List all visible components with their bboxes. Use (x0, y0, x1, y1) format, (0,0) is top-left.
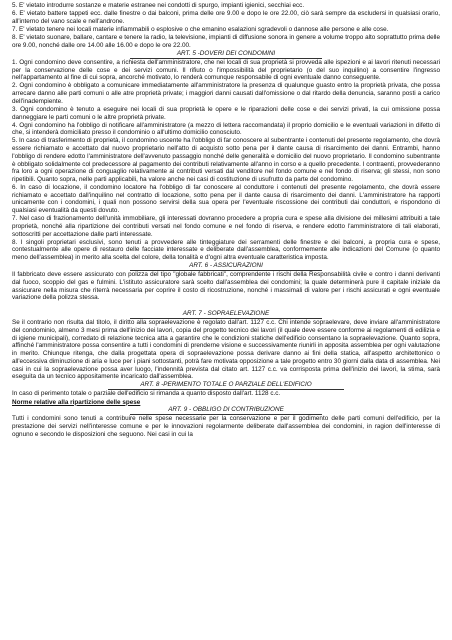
paragraph: 7. E' vietato tenere nei locali materie infiammabili o esplosive o che emanino esalazioni sgradevoli o dannose alle persone e alle cose. (12, 25, 389, 33)
article-9-heading: ART. 9 - OBBLIGO DI CONTRIBUZIONE (130, 406, 322, 415)
article-7-heading: ART. 7 - SOPRAELEVAZIONE (130, 310, 322, 319)
paragraph: Il fabbricato deve essere assicurato con polizza del tipo "globale fabbricati", comprendente i rischi della Responsabilità civile e contro i danni derivanti dal fuoco, scoppio del gas e fulmini. L'istituto assicuratore sarà scelto dall'assemblea dei condomini; la quale determinerà pure il capitale iniziale da assicurare nella misura che riterrà necessaria per coprire il costo di ricostruzione, nonché i massimali di valore per i rischi assicurati e ogni eventuale variazione della polizza stessa. (12, 271, 440, 302)
paragraph: 1. Ogni condomino deve consentire, a richiesta dell'amministratore, che nei locali di sua proprietà si provveda alle ispezioni e ai lavori ritenuti necessari per la conservazione delle cose e dei servizi comuni. Il rifiuto o l'impossibilità del proprietario (o del suo inquilino) a consentire l'ingresso nell'appartamento al fine di cui sopra, ancorché motivato, lo renderà comunque responsabile di ogni eventuale danno conseguente. (12, 58, 440, 82)
paragraph: Tutti i condomini sono tenuti a contribuire nelle spese necessarie per la conservazione e per il godimento delle parti comuni dell'edificio, per la prestazione dei servizi nell'interesse comune e per le innovazioni regolarmente deliberate dall'assemblea dei condomini, in ragion dell'interesse di ognuno e secondo le disposizioni che seguono. Nei casi in cui la (12, 415, 440, 438)
paragraph: 6. In caso di locazione, il condomino locatore ha l'obbligo di far conoscere al conduttore i contenuti del presente regolamento, che dovrà essere richiamato e accettato dall'inquilino nel contratto di locazione, sotto pena per il dante causa di risarcimento dei danni. L'amministratore ha rapporti unicamente con i condomini, i quali non possono servirsi della sua opera per l'eventuale riscossione dei contributi dai conduttori, e rispondono di qualsiasi eventualità da questi dovuto. (12, 184, 440, 215)
paragraph: 5. In caso di trasferimento di proprietà, il condomino uscente ha l'obbligo di far conoscere al subentrante i contenuti del presente regolamento, che dovrà essere richiamato e accettato dal nuovo proprietario nell'atto di acquisto sotto pena per il dante causa di risarcimento dei danni. Entrambi, hanno l'obbligo di rendere edotto l'amministratore dell'avvenuto passaggio nonché delle generalità e domicilio del nuovo proprietario. Il condomino subentrante è obbligato solidalmente col predecessore al pagamento dei contributi relativamente all'anno in corso e a quello precedente. I contraenti, provvederanno fra loro a ogni operazione di conguaglio relativamente ai contributi versati dal venditore nel fondo comune e nel fondo di riserva; gli stessi, non sono ripetibili. Quanto sopra, nelle parti applicabili, ha valore anche nei casi di costituzione di usufrutto da parte del condomino. (12, 137, 440, 183)
paragraph: 2. Ogni condomino è obbligato a comunicare immediatamente all'amministratore la presenza di qualunque guasto entro la proprietà privata, che possa arrecare danno alle parti comuni o alle atre proprietà private; i maggiori danni causati dall'omissione o dal ritardo della denuncia, saranno posti a carico dell'inadempiente. (12, 82, 440, 105)
paragraph: 7. Nel caso di frazionamento dell'unità immobiliare, gli interessati dovranno procedere a propria cura e spese alla divisione dei millesimi attribuiti a tale proprietà, nonché alla ripartizione dei contributi versati nel fondo comune e nel fondo di riserva, e rendere edotto l'amministratore di tali elaborati, sottoscritti per accettazione dalle parti interessate. (12, 215, 440, 238)
paragraph: 5. E' vietato introdurre sostanze e materie estranee nei condotti di spurgo, impianti igienici, secchiai ecc. (12, 2, 305, 9)
section-title: Norme relative alla ripartizione delle spese (12, 398, 141, 406)
paragraph: 3. Ogni condomino è tenuto a eseguire nei locali di sua proprietà le opere e le riparazioni delle cose e dei servizi privati, la cui omissione possa danneggiare le parti comuni o le altre proprietà private. (12, 105, 440, 121)
spacer (12, 303, 440, 311)
paragraph: 8. E' vietato suonare, ballare, cantare e tenere la radio, la televisione, impianti di diffusione sonora in genere a volume troppo alto soprattutto prima delle ore 9.00, nonché dalle ore 14.00 alle 16.00 e dopo le ore 22.00. (12, 33, 440, 49)
paragraph: In caso di perimento totale o parziale dell'edificio si rimanda a quanto disposto dall'art. 1128 c.c. (12, 390, 281, 398)
article-6-heading: ART. 6 - ASSICURAZIONI (130, 262, 322, 271)
article-5-heading: ART. 5 -DOVERI DEI CONDOMINI (130, 50, 322, 59)
paragraph: 8. I singoli proprietari esclusivi, sono tenuti a provvedere alle tinteggiature dei serramenti delle finestre e dei balconi, a propria cura e spese, contestualmente alle opere di restauro delle facciate interessate e deliberate dall'assemblea, conformemente alle indicazioni del Comune (o quanto meno dell'assemblea) in merito alla scelta del colore, della tonalità e d'ogni altra eventuale caratteristica imposta. (12, 238, 440, 262)
paragraph: 4. Ogni condomino ha l'obbligo di notificare all'amministratore (a mezzo di lettera raccomandata) il proprio domicilio e le eventuali variazioni in difetto di che, si intenderà domiciliato presso il condominio o all'ultimo domicilio conosciuto. (12, 121, 440, 137)
article-8-heading: ART. 8 -PERIMENTO TOTALE O PARZIALE DELL'EDIFICIO (108, 381, 344, 390)
paragraph: 6. E' vietato battere tappeti ecc. dalle finestre o dai balconi, prima delle ore 9.00 e dopo le ore 22.00, ciò sarà sempre da escludersi in qualsiasi orario, all'interno del vano scale e nell'androne. (12, 10, 440, 25)
paragraph: Se il contrario non risulta dal titolo, il diritto alla sopraelevazione è regolato dall'art. 1127 c.c. Chi intende sopraelevare, deve inviare all'amministratore del condominio, almeno 3 mesi prima dell'inizio dei lavori, copia del progetto tecnico dei lavori (il quale deve essere conforme ai regolamenti di edilizia e di igiene municipali), corredato di relazione tecnica atta a garantire che le condizioni statiche dell'edificio consentano la sopraelevazione. Quanto sopra, affinché l'amministratore possa consentire a tutti i condomini di prenderne visione e successivamente riunirli in apposita assemblea per ogni valutazione in merito. Chiunque ritenga, che dalla progettata opera di sopraelevazione possa derivare danno ai fini della statica, all'aspetto architettonico o all'eccessiva diminuzione di aria e luce per i piani sottostanti, potrà fare motivata opposizione a tale progetto entro 30 giorni dalla data di assemblea. Nei casi in cui la sopraelevazione possa aver luogo, l'indennità prevista dal citato art. 1127 c.c. va corrisposta prima dell'inizio dei lavori, la stima, sarà eseguita da un tecnico appositamente incaricato dall'assemblea. (12, 319, 440, 381)
